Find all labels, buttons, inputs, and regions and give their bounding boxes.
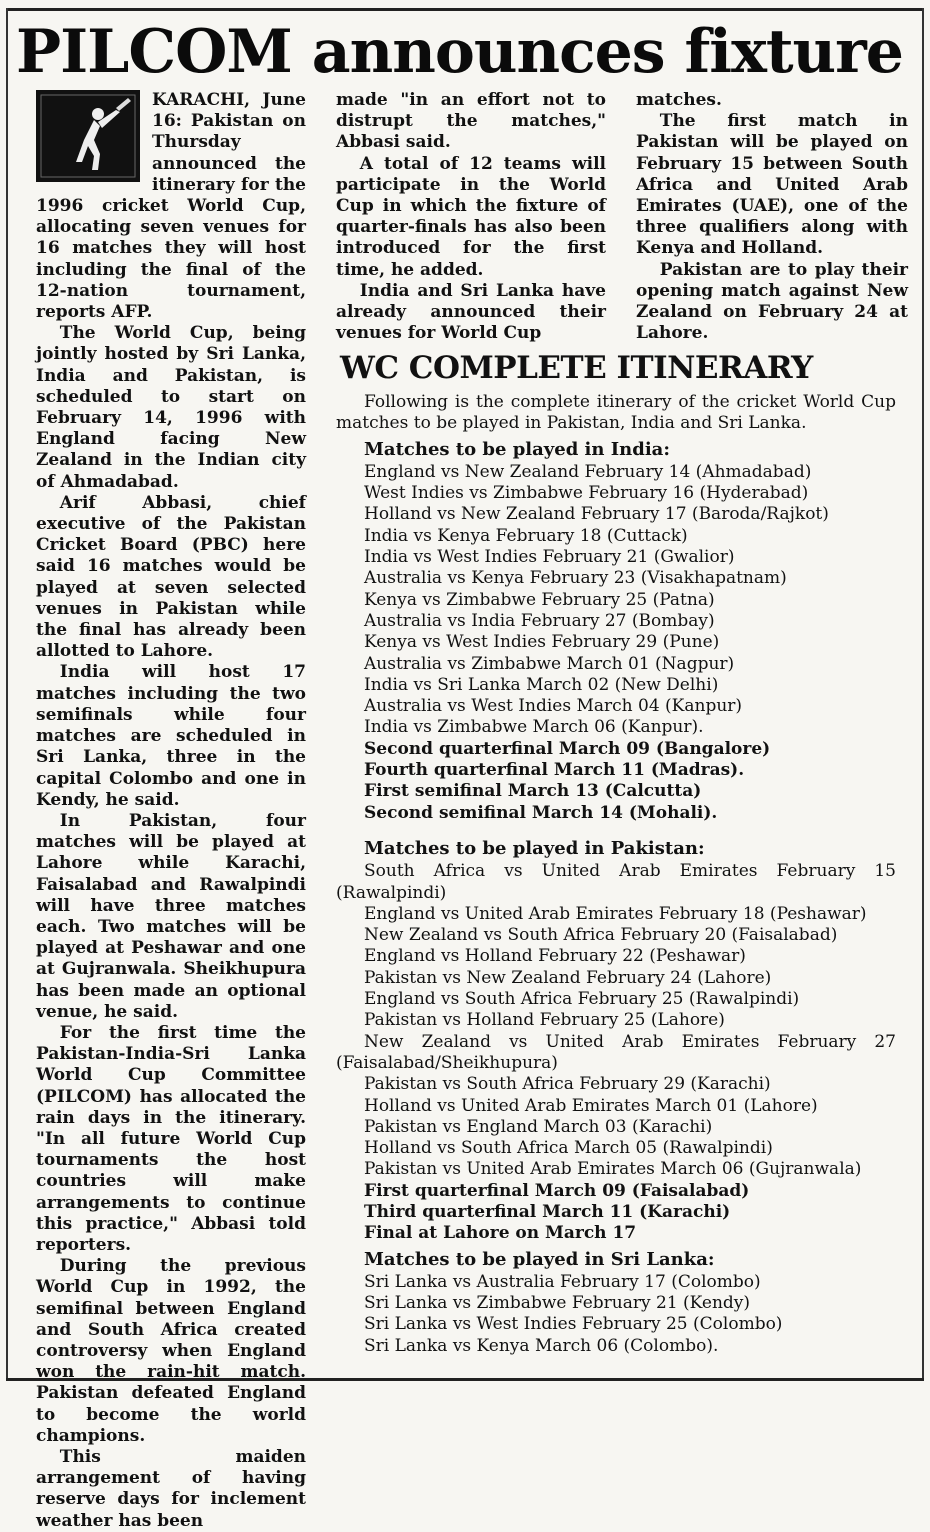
- col1-para-4: India will host 17 matches including the two semifinals while four matches are scheduled in Sri Lanka, three in the capital Colombo and one in Kendy, he said.: [36, 662, 306, 810]
- top-rule: [6, 8, 924, 11]
- list-item: England vs United Arab Emirates February 18 (Peshawar): [364, 903, 867, 924]
- left-rule: [6, 8, 8, 1379]
- pakistan-heading: Matches to be played in Pakistan:: [364, 837, 705, 859]
- itinerary-intro: Following is the complete itinerary of the cricket World Cup matches to be played in Pakistan, India and Sri Lanka.: [336, 392, 896, 434]
- col3-para-2: The first match in Pakistan will be played on February 15 between South Africa and United Arab Emirates (UAE), one of the three qualifiers along with Kenya and Holland.: [636, 111, 908, 259]
- list-item: Sri Lanka vs Kenya March 06 (Colombo).: [364, 1335, 719, 1356]
- list-item: Australia vs Kenya February 23 (Visakhapatnam): [364, 568, 787, 589]
- col1-para-2: The World Cup, being jointly hosted by Sri Lanka, India and Pakistan, is scheduled to start on February 14, 1996 with England facing New Zealand in the Indian city of Ahmadabad.: [36, 323, 306, 492]
- list-item: New Zealand vs United Arab Emirates February 27 (Faisalabad/Sheikhupura): [336, 1031, 896, 1073]
- list-item: Sri Lanka vs West Indies February 25 (Colombo): [364, 1314, 783, 1335]
- col1-para-7: During the previous World Cup in 1992, the semifinal between England and South Africa created controversy when England won the rain-hit match. Pakistan defeated England to become the world champions.: [36, 1256, 306, 1446]
- india-heading: Matches to be played in India:: [364, 438, 670, 460]
- list-item: Holland vs South Africa March 05 (Rawalpindi): [364, 1138, 773, 1159]
- list-item: Australia vs West Indies March 04 (Kanpur): [364, 696, 743, 717]
- right-rule: [922, 8, 924, 1379]
- list-item: Pakistan vs South Africa February 29 (Karachi): [364, 1074, 771, 1095]
- itinerary-list: [336, 392, 896, 1357]
- list-item: Australia vs Zimbabwe March 01 (Nagpur): [364, 653, 735, 674]
- list-item: Pakistan vs New Zealand February 24 (Lahore): [364, 967, 772, 988]
- srilanka-heading: Matches to be played in Sri Lanka:: [364, 1248, 715, 1270]
- list-item: Holland vs United Arab Emirates March 01 (Lahore): [364, 1095, 818, 1116]
- list-item: South Africa vs United Arab Emirates February 15 (Rawalpindi): [336, 861, 896, 903]
- list-item: India vs Zimbabwe March 06 (Kanpur).: [364, 717, 704, 738]
- list-item: Pakistan vs Holland February 25 (Lahore): [364, 1010, 725, 1031]
- list-item: Second semifinal March 14 (Mohali).: [364, 802, 718, 823]
- col3-para-3: Pakistan are to play their opening match against New Zealand on February 24 at Lahore.: [636, 259, 908, 344]
- list-item: England vs South Africa February 25 (Rawalpindi): [364, 989, 800, 1010]
- article-column-1: [36, 90, 306, 1532]
- col2-para-3: India and Sri Lanka have already announced their venues for World Cup: [336, 280, 606, 344]
- col2-para-1: made "in an effort not to distrupt the matches," Abbasi said.: [336, 90, 606, 153]
- list-item: Pakistan vs England March 03 (Karachi): [364, 1116, 713, 1137]
- col1-para-6: For the first time the Pakistan-India-Sri Lanka World Cup Committee (PILCOM) has allocated the rain days in the itinerary. "In all future World Cup tournaments the host countries will make arrangements to continue this practice," Abbasi told reporters.: [36, 1022, 306, 1255]
- list-item: England vs Holland February 22 (Peshawar): [364, 946, 746, 967]
- col3-para-1: matches.: [636, 90, 722, 110]
- list-item: Fourth quarterfinal March 11 (Madras).: [364, 760, 745, 781]
- cricket-logo: [36, 90, 152, 190]
- list-item: Second quarterfinal March 09 (Bangalore): [364, 738, 771, 759]
- list-item: West Indies vs Zimbabwe February 16 (Hyderabad): [364, 483, 809, 504]
- list-item: First quarterfinal March 09 (Faisalabad): [364, 1180, 750, 1201]
- list-item: England vs New Zealand February 14 (Ahmadabad): [364, 461, 812, 482]
- list-item: India vs West Indies February 21 (Gwalior): [364, 547, 735, 568]
- list-item: Final at Lahore on March 17: [364, 1223, 637, 1244]
- list-item: India vs Kenya February 18 (Cuttack): [364, 525, 688, 546]
- list-item: First semifinal March 13 (Calcutta): [364, 781, 702, 802]
- list-item: Kenya vs West Indies February 29 (Pune): [364, 632, 720, 653]
- list-item: Holland vs New Zealand February 17 (Baroda/Rajkot): [364, 504, 829, 525]
- article-column-3: [636, 90, 908, 344]
- col1-para-1: KARACHI, June 16: Pakistan on Thursday announced the itinerary for the 1996 cricket World Cup, allocating seven venues for 16 matches they will host including the final of the 12-nation tournament, reports AFP.: [36, 90, 306, 323]
- list-item: New Zealand vs South Africa February 20 (Faisalabad): [364, 925, 838, 946]
- col1-para-8: This maiden arrangement of having reserve days for inclement weather has been: [36, 1447, 306, 1531]
- list-item: Australia vs India February 27 (Bombay): [364, 610, 715, 631]
- list-item: Sri Lanka vs Australia February 17 (Colombo): [364, 1271, 761, 1292]
- list-item: Sri Lanka vs Zimbabwe February 21 (Kendy): [364, 1293, 751, 1314]
- itinerary-title: WC COMPLETE ITINERARY: [340, 350, 813, 386]
- list-item: Third quarterfinal March 11 (Karachi): [364, 1201, 731, 1222]
- article-column-2: [336, 90, 606, 344]
- headline: PILCOM announces fixture: [16, 17, 903, 87]
- col2-para-2: A total of 12 teams will participate in the World Cup in which the fixture of quarter-finals has also been introduced for the first time, he added.: [336, 153, 606, 280]
- list-item: Pakistan vs United Arab Emirates March 06 (Gujranwala): [364, 1159, 862, 1180]
- list-item: India vs Sri Lanka March 02 (New Delhi): [364, 674, 719, 695]
- col1-para-3: Arif Abbasi, chief executive of the Pakistan Cricket Board (PBC) here said 16 matches would be played at seven selected venues in Pakistan while the final has already been allotted to Lahore.: [36, 492, 306, 662]
- col1-para-5: In Pakistan, four matches will be played at Lahore while Karachi, Faisalabad and Rawalpindi will have three matches each. Two matches will be played at Peshawar and one at Gujranwala. Sheikhupura has been made an optional venue, he said.: [36, 810, 306, 1022]
- cricket-player-icon: [36, 90, 140, 182]
- list-item: Kenya vs Zimbabwe February 25 (Patna): [364, 589, 715, 610]
